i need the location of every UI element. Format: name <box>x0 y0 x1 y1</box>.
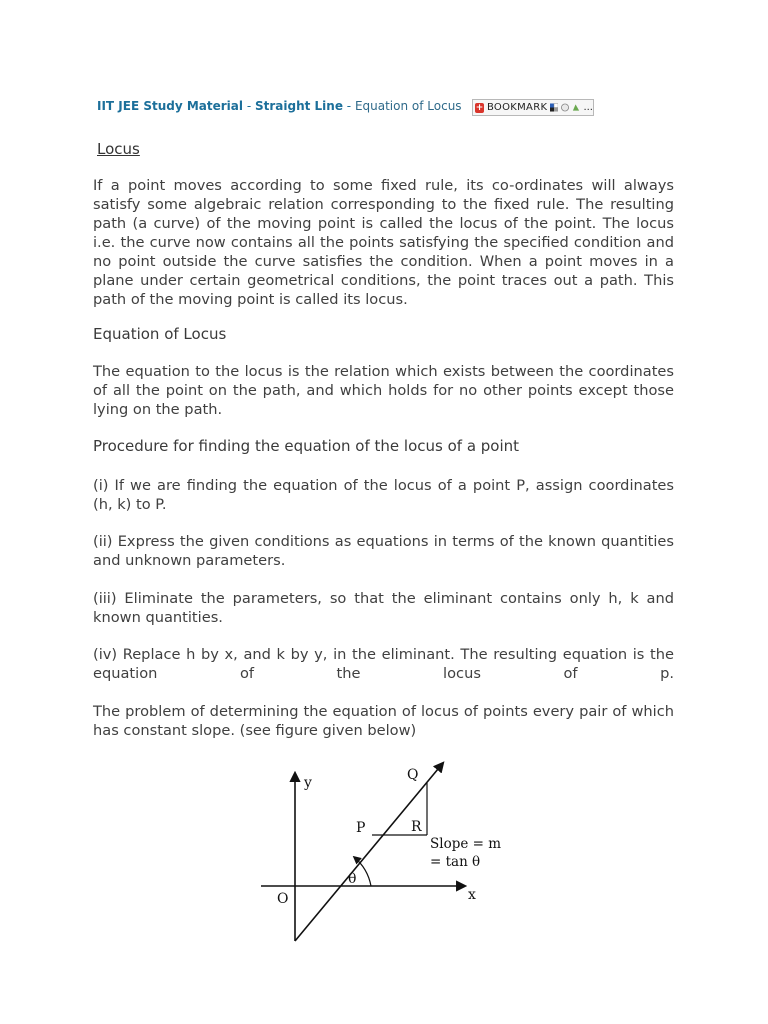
delicious-icon <box>550 103 558 112</box>
y-axis-label: y <box>304 775 312 791</box>
locus-figure <box>255 755 515 945</box>
heading-locus: Locus <box>97 140 140 158</box>
heading-procedure: Procedure for finding the equation of the locus of a point <box>93 437 520 455</box>
breadcrumb-link-straight-line[interactable]: Straight Line <box>254 99 343 113</box>
breadcrumb-link-study-material[interactable]: IIT JEE Study Material <box>97 99 243 113</box>
locus-line <box>295 763 443 941</box>
paragraph-locus-intro: If a point moves according to some fixed rule, its co-ordinates will always satisfy some algebraic relation corresponding to the fixed rule. The resulting path (a curve) of the moving point is called the locus of the point. The locus i.e. the curve now contains all the points satisfying the specified condition and no point outside the curve satisfies the condition. When a point moves in a plane under certain geometrical conditions, the point traces out a path. This path of the moving point is called its locus. <box>93 177 674 308</box>
step-2: (ii) Express the given conditions as equations in terms of the known quantities and unknown parameters. <box>93 533 674 569</box>
theta-label: θ <box>348 871 357 887</box>
bookmark-button[interactable] <box>472 99 594 116</box>
slope-label: Slope = m <box>430 836 502 852</box>
breadcrumb-separator: - <box>342 99 355 113</box>
digg-icon <box>561 103 569 112</box>
breadcrumb <box>97 99 462 113</box>
point-q-label: Q <box>407 767 419 783</box>
heading-equation-of-locus: Equation of Locus <box>93 325 227 343</box>
paragraph-equation-definition: The equation to the locus is the relation which exists between the coordinates of all the point on the path, and which holds for no other points except those lying on the path. <box>93 363 674 418</box>
bookmark-label: BOOKMARK <box>486 102 548 113</box>
stumbleupon-icon <box>572 103 580 112</box>
step-3: (iii) Eliminate the parameters, so that the eliminant contains only h, k and known quantities. <box>93 590 674 626</box>
point-r-label: R <box>411 819 422 835</box>
step-1: (i) If we are finding the equation of the locus of a point P, assign coordinates (h, k) to P. <box>93 477 674 513</box>
angle-arc <box>354 857 371 886</box>
breadcrumb-current: Equation of Locus <box>354 99 462 113</box>
breadcrumb-separator: - <box>243 99 255 113</box>
paragraph-problem: The problem of determining the equation of locus of points every pair of which has constant slope. (see figure given below) <box>93 703 674 739</box>
more-icon: ... <box>583 102 593 113</box>
origin-label: O <box>277 891 289 907</box>
plus-icon: + <box>475 102 484 113</box>
point-p-label: P <box>356 820 366 836</box>
step-4: (iv) Replace h by x, and k by y, in the eliminant. The resulting equation is the equation of the locus of p. <box>93 646 674 682</box>
slope-tan-label: = tan θ <box>430 854 481 870</box>
x-axis-label: x <box>468 887 476 903</box>
